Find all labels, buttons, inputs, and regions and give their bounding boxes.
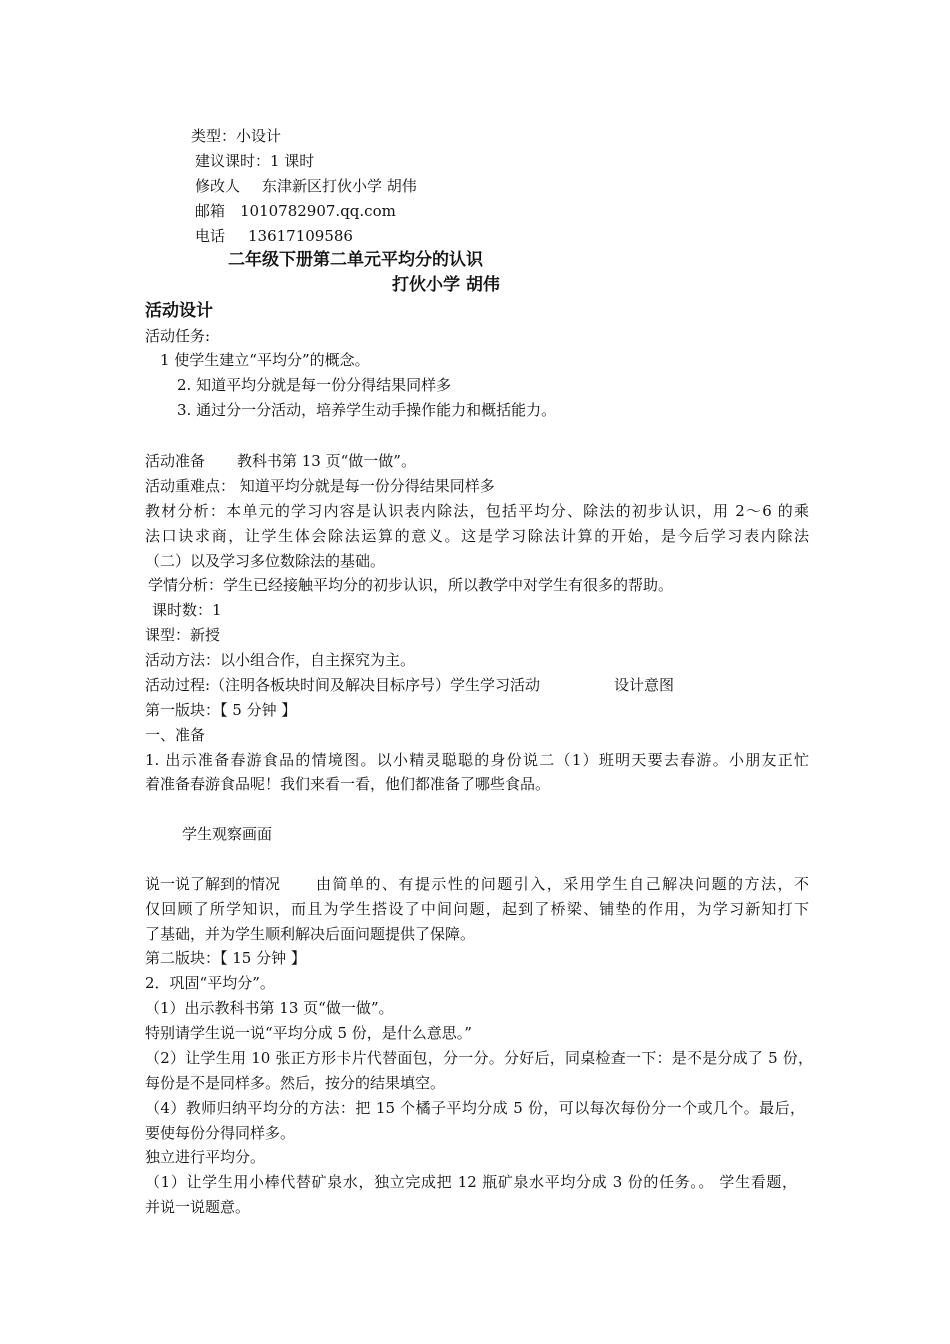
item4-line: （4）教师归纳平均分的方法：把 15 个橘子平均分成 5 份，可以每次每份分一个或几个。最后，: [145, 1099, 805, 1117]
prep-value: 教科书第 13 页“做一做”。: [237, 452, 416, 470]
type-line: 类型：小设计: [191, 127, 282, 145]
phone-value: 13617109586: [248, 227, 353, 245]
editor-value: 东津新区打伙小学 胡伟: [262, 177, 417, 195]
block2-heading: 第二版块：【 15 分钟 】: [145, 949, 306, 967]
section-heading: 活动设计: [145, 301, 213, 321]
item2-line: 每份是不是同样多。然后，按分的结果填空。: [145, 1074, 446, 1092]
process-intent: 设计意图: [614, 676, 675, 694]
lesson-type-line: 课型：新授: [145, 626, 221, 644]
independent-line: 独立进行平均分。: [145, 1148, 266, 1166]
difficulty-line: 活动重难点： 知道平均分就是每一份分得结果同样多: [145, 477, 495, 495]
editor-label: 修改人: [195, 177, 241, 195]
special-line: 特别请学生说一说“平均分成 5 份，是什么意思。”: [145, 1024, 472, 1042]
material-line: 教材分析：本单元的学习内容是认识表内除法，包括平均分、除法的初步认识，用 2～6 的乘: [145, 502, 809, 520]
hours-line: 建议课时：1 课时: [195, 152, 315, 170]
material-line: 法口诀求商，让学生体会除法运算的意义。这是学习除法计算的开始，是今后学习表内除法: [145, 527, 809, 545]
email-value: 1010782907.qq.com: [240, 202, 396, 220]
tasks-heading: 活动任务:: [145, 327, 211, 345]
item1-line: （1）出示教科书第 13 页“做一做”。: [145, 999, 394, 1017]
learner-analysis: 学情分析：学生已经接触平均分的初步认识，所以教学中对学生有很多的帮助。: [148, 576, 674, 594]
consolidate-line: 2．巩固“平均分”。: [145, 974, 275, 992]
block1-sub: 一、准备: [145, 726, 206, 744]
block1-heading: 第一版块：【 5 分钟 】: [145, 701, 297, 719]
talk-line: 说一说了解到的情况: [145, 875, 281, 893]
block1-para-line: 着准备春游食品呢！我们来看一看，他们都准备了哪些食品。: [145, 775, 551, 793]
document-title: 二年级下册第二单元平均分的认识: [228, 250, 483, 270]
author-line: 打伙小学 胡伟: [392, 275, 500, 295]
item4-line: 要使每份分得同样多。: [145, 1124, 296, 1142]
design-line: 仅回顾了所学知识，而且为学生搭设了中间问题，起到了桥梁、铺垫的作用，为学习新知打下: [145, 900, 809, 918]
task-item: 3. 通过分一分活动，培养学生动手操作能力和概括能力。: [177, 401, 557, 419]
design-line: 了基础，并为学生顺利解决后面问题提供了保障。: [145, 925, 476, 943]
design-line: 由简单的、有提示性的问题引入，采用学生自己解决问题的方法，不: [316, 875, 809, 893]
method-line: 活动方法：以小组合作，自主探究为主。: [145, 651, 416, 669]
phone-label: 电话: [195, 227, 226, 245]
prep-label: 活动准备: [145, 452, 206, 470]
task-item: 2. 知道平均分就是每一份分得结果同样多: [177, 376, 452, 394]
item1b-line: 并说一说题意。: [145, 1198, 251, 1216]
observe-line: 学生观察画面: [182, 825, 273, 843]
item2-line: （2）让学生用 10 张正方形卡片代替面包，分一分。分好后，同桌检查一下：是不是分成了 5 份，: [145, 1049, 813, 1067]
process-label: 活动过程:（注明各板块时间及解决目标序号）学生学习活动: [145, 676, 541, 694]
email-label: 邮箱: [195, 202, 226, 220]
task-item: 1 使学生建立“平均分”的概念。: [160, 351, 370, 369]
block1-para-line: 1. 出示准备春游食品的情境图。以小精灵聪聪的身份说二（1）班明天要去春游。小朋友正忙: [145, 751, 809, 769]
periods-line: 课时数：1: [152, 601, 222, 619]
item1b-line: （1）让学生用小棒代替矿泉水，独立完成把 12 瓶矿泉水平均分成 3 份的任务。。 学生看题，: [145, 1173, 797, 1191]
material-line: （二）以及学习多位数除法的基础。: [145, 552, 386, 570]
